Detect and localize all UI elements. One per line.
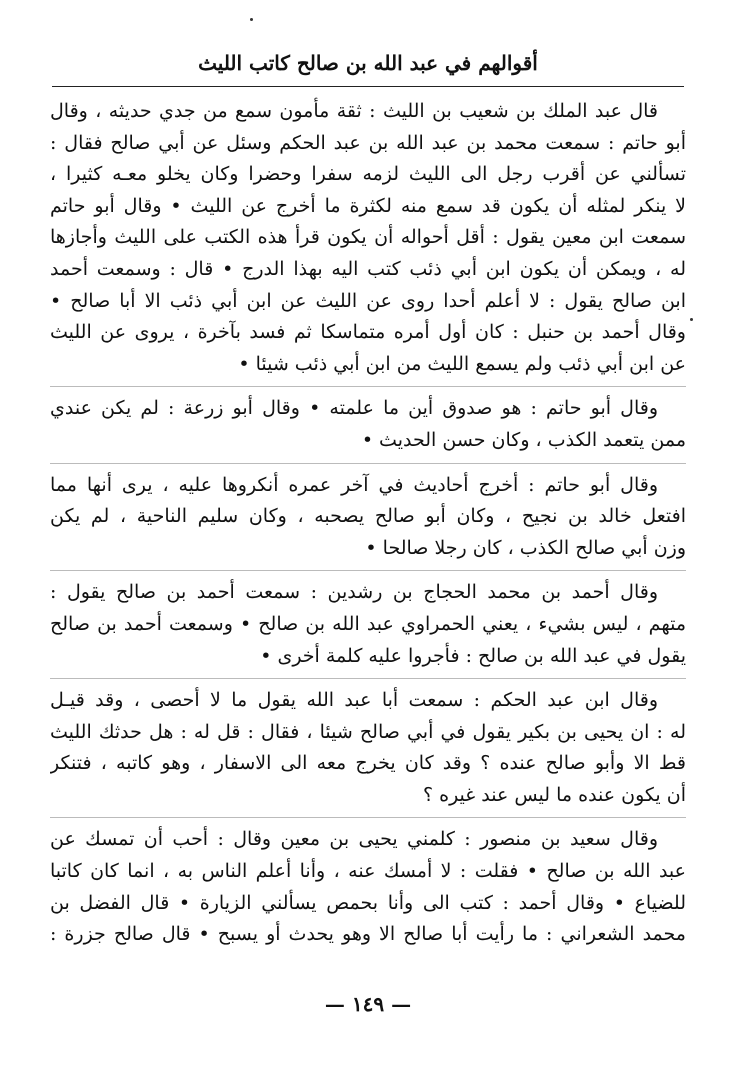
paragraph-5: [50, 685, 686, 811]
body-text: [50, 96, 686, 951]
scan-speck: [250, 18, 253, 21]
text-line: وزن أبي صالح الكذب ، كان رجلا صالحا •: [365, 536, 686, 559]
text-line: وقال أحمد بن حنبل : كان أول أمره متماسكا ثم فسد بآخرة ، يروى عن الليث: [50, 321, 686, 344]
paragraph-divider: [50, 570, 686, 571]
text-line: وقال ابن عبد الحكم : سمعت أبا عبد الله يقول ما لا أحصى ، وقد قيـل: [50, 689, 658, 712]
paragraph-4: [50, 577, 686, 672]
text-line: قال عبد الملك بن شعيب بن الليث : ثقة مأمون سمع من جدي حديثه ، وقال: [50, 100, 658, 122]
text-line: سمعت ابن معين يقول : أقل أحواله أن يكون قرأ هذه الكتب على الليث وأجازها: [50, 226, 686, 249]
text-line: للضياع • وقال أحمد : كتب الى وأنا بحمص يسألني الزيارة • قال الفضل بن: [50, 891, 686, 914]
paragraph-2: [50, 393, 686, 456]
text-line: قط الا وأبو صالح عنده ؟ وقد كان يخرج معه الى الاسفار ، وهو كاتبه ، فتنكر: [50, 752, 686, 775]
text-line: أن يكون عنده ما ليس عند غيره ؟: [422, 783, 686, 806]
page-number: — ١٤٩ —: [324, 992, 412, 1016]
text-line: لا ينكر لمثله أن يكون قد سمع منه لكثرة ما أخرج عن الليث • وقال أبو حاتم: [50, 194, 686, 217]
paragraph-divider: [50, 463, 686, 464]
paragraph-3: [50, 470, 686, 565]
text-line: متهم ، ليس بشيء ، يعني الحمراوي عبد الله بن صالح • وسمعت أحمد بن صالح: [50, 612, 686, 635]
text-line: يقول في عبد الله بن صالح : فأجروا عليه كلمة أخرى •: [260, 644, 686, 667]
text-line: أبو حاتم : سمعت محمد بن عبد الله بن عبد الحكم وسئل عن أبي صالح فقال :: [50, 131, 686, 154]
header-rule: [52, 86, 684, 87]
text-line: وقال أبو حاتم : هو صدوق أين ما علمته • وقال أبو زرعة : لم يكن عندي: [50, 397, 658, 420]
text-line: ابن صالح يقول : لا أعلم أحدا روى عن الليث عن ابن أبي ذئب الا أبا صالح •: [50, 289, 686, 312]
text-line: افتعل خالد بن نجيح ، وكان أبو صالح يصحبه ، وكان سليم الناحية ، لم يكن: [50, 505, 686, 528]
text-line: محمد الشعراني : ما رأيت أبا صالح الا وهو يحدث أو يسبح • قال صالح جزرة :: [50, 923, 686, 946]
text-line: وقال أحمد بن محمد الحجاج بن رشدين : سمعت أحمد بن صالح يقول :: [50, 581, 658, 604]
text-line: عبد الله بن صالح • فقلت : لا أمسك عنه ، وأنا أعلم الناس به ، انما كان كاتبا: [50, 860, 686, 883]
text-line: تسألني عن أقرب رجل الى الليث لزمه سفرا وحضرا وكان يخلو معـه كثيرا ،: [50, 163, 686, 186]
paragraph-6: [50, 824, 686, 950]
text-line: ممن يتعمد الكذب ، وكان حسن الحديث •: [361, 428, 686, 451]
running-header-title: أقوالهم في عبد الله بن صالح كاتب الليث: [198, 51, 538, 75]
text-line: له : ان يحيى بن بكير يقول في أبي صالح شيئا ، فقال : قل له : هل حدثك الليث: [50, 720, 686, 743]
paragraph-divider: [50, 386, 686, 387]
paragraph-divider: [50, 678, 686, 679]
paragraph-divider: [50, 817, 686, 818]
paragraph-1: [50, 96, 686, 380]
text-line: وقال سعيد بن منصور : كلمني يحيى بن معين وقال : أحب أن تمسك عن: [50, 828, 658, 851]
text-line: له ، ويمكن أن يكون ابن أبي ذئب كتب اليه بهذا الدرج • قال : وسمعت أحمد: [50, 257, 686, 280]
text-line: وقال أبو حاتم : أخرج أحاديث في آخر عمره أنكروها عليه ، يرى أنها مما: [50, 473, 658, 496]
text-line: عن ابن أبي ذئب ولم يسمع الليث من ابن أبي ذئب شيئا •: [238, 352, 686, 375]
scan-speck: [690, 318, 693, 321]
